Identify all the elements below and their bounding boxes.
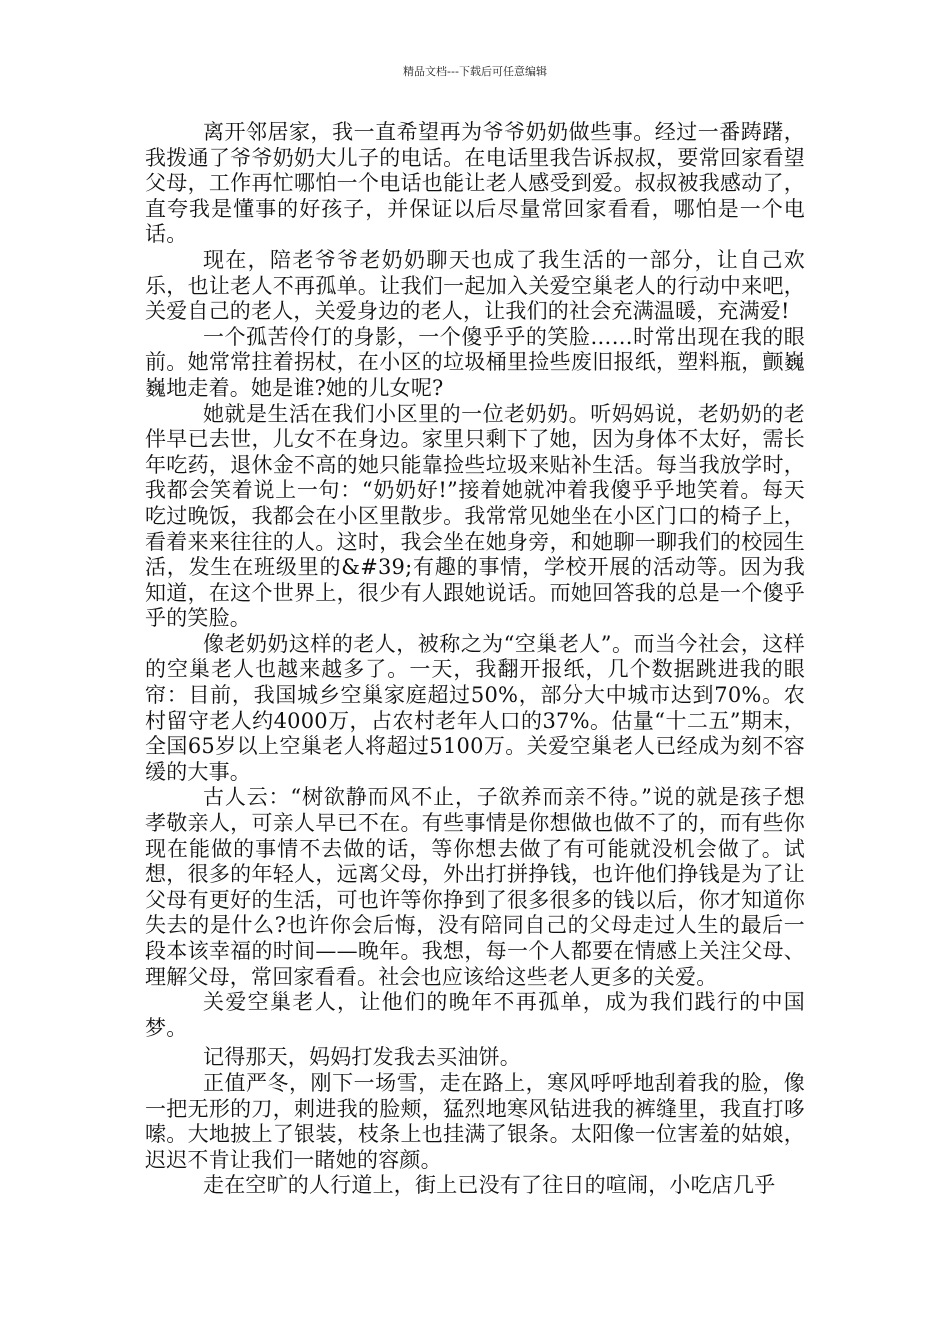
paragraph-3: 一个孤苦伶仃的身影，一个傻乎乎的笑脸……时常出现在我的眼前。她常常拄着拐杖，在小区的垃圾桶里捡些废旧报纸，塑料瓶，颤巍巍地走着。她是谁?她的儿女呢?: [145, 324, 805, 400]
paragraph-1: 离开邻居家，我一直希望再为爷爷奶奶做些事。经过一番踌躇，我拨通了爷爷奶奶大儿子的电话。在电话里我告诉叔叔，要常回家看望父母，工作再忙哪怕一个电话也能让老人感受到爱。叔叔被我感动了，直夸我是懂事的好孩子，并保证以后尽量常回家看看，哪怕是一个电话。: [145, 120, 805, 247]
paragraph-6: 古人云：“树欲静而风不止，子欲养而亲不待。”说的就是孩子想孝敬亲人，可亲人早已不在。有些事情是你想做也做不了的，而有些你现在能做的事情不去做的话，等你想去做了有可能就没机会做了。试想，很多的年轻人，远离父母，外出打拼挣钱，也许他们挣钱是为了让父母有更好的生活，可也许等你挣到了很多很多的钱以后，你才知道你失去的是什么?也许你会后悔，没有陪同自己的父母走过人生的最后一段本该幸福的时间——晚年。我想，每一个人都要在情感上关注父母、理解父母，常回家看看。社会也应该给这些老人更多的关爱。: [145, 785, 805, 989]
page-header: 精品文档---下载后可任意编辑: [403, 65, 547, 78]
paragraph-4: 她就是生活在我们小区里的一位老奶奶。听妈妈说，老奶奶的老伴早已去世，儿女不在身边。家里只剩下了她，因为身体不太好，需长年吃药，退休金不高的她只能靠捡些垃圾来贴补生活。每当我放学时，我都会笑着说上一句：“奶奶好!”接着她就冲着我傻乎乎地笑着。每天吃过晚饭，我都会在小区里散步。我常常见她坐在小区门口的椅子上，看着来来往往的人。这时，我会坐在她身旁，和她聊一聊我们的校园生活，发生在班级里的&#39;有趣的事情，学校开展的活动等。因为我知道，在这个世界上，很少有人跟她说话。而她回答我的总是一个傻乎乎的笑脸。: [145, 401, 805, 631]
paragraph-10: 走在空旷的人行道上，街上已没有了往日的喧闹，小吃店几乎: [203, 1173, 776, 1198]
paragraph-7: 关爱空巢老人，让他们的晚年不再孤单，成为我们践行的中国梦。: [145, 990, 805, 1040]
paragraph-5: 像老奶奶这样的老人，被称之为“空巢老人”。而当今社会，这样的空巢老人也越来越多了。一天，我翻开报纸，几个数据跳进我的眼帘：目前，我国城乡空巢家庭超过50%，部分大中城市达到70%。农村留守老人约4000万，占农村老年人口的37%。估量“十二五”期末，全国65岁以上空巢老人将超过5100万。关爱空巢老人已经成为刻不容缓的大事。: [145, 631, 805, 784]
paragraph-2: 现在，陪老爷爷老奶奶聊天也成了我生活的一部分，让自己欢乐，也让老人不再孤单。让我们一起加入关爱空巢老人的行动中来吧，关爱自己的老人，关爱身边的老人，让我们的社会充满温暖，充满爱!: [145, 247, 805, 324]
paragraph-8: 记得那天，妈妈打发我去买油饼。: [203, 1045, 521, 1070]
document-body: [145, 120, 805, 1199]
paragraph-9: 正值严冬，刚下一场雪，走在路上，寒风呼呼地刮着我的脸，像一把无形的刀，刺进我的脸颊，猛烈地寒风钻进我的裤缝里，我直打哆嗦。大地披上了银装，枝条上也挂满了银条。太阳像一位害羞的姑娘，迟迟不肯让我们一睹她的容颜。: [145, 1070, 805, 1172]
